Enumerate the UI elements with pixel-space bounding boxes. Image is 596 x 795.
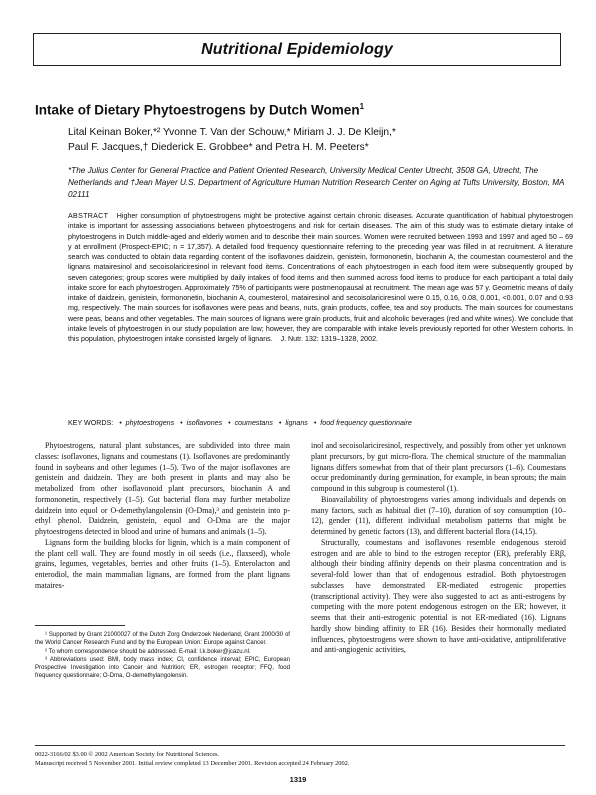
bullet-icon: • xyxy=(119,419,122,427)
abstract-text: Higher consumption of phytoestrogens might be protective against certain chronic diseases. Accurate quantification of habitual phytoestrogen intake is important for assessing associations between phytoestrogens and risk for certain diseases. The aim of this study was to estimate dietary intake of phytoestrogens in Dutch middle-aged and elderly women and to describe their main sources. Women were recruited between 1993 and 1997 and aged 50 – 69 y at enrollment (Prospect-EPIC; n = 17,357). A detailed food frequency questionnaire referring to the preceding year was filled in at recruitment. A literature search was conducted to obtain data regarding content of the isoflavones daidzein, genistein, formononetin, biochanin A, the coumestan coumesterol and the lignans matairesinol and secoisolariciresinol in relevant food items. Concentrations of each phytoestrogen in each food item were subsequently grouped by seven categories; group scores were multiplied by daily intakes of food items and then summed across food items to produce for each participant a total daily intake score for each phytoestrogen. Approximately 75% of participants were postmenopausal at recruitment. The mean age was 57 y. Geometric means of daily intake of daidzein, genistein, formononetin, biochanin A, coumesterol, matairesinol and secoisolariciresinol were 0.15, 0.16, 0.08, 0.001, <0.001, 0.07 and 0.93 mg, respectively. The main sources for isoflavones were peas and beans, nuts, grain products, coffee, tea and soy products. The main sources for coumestans were peas, beans and other vegetables. The main sources of lignans were grain products, fruit and alcoholic beverages (red and white wines). We conclude that intake levels of phytoestrogen in our study population are low; however, they are comparable with intake levels previously reported for other Western cohorts. In this population, phytoestrogen intake consisted largely of lignans. xyxy=(68,212,573,343)
body-paragraph: inol and secoisolariciresinol, respectively, and possibly from other yet unknown plant precursors, by gut micro-flora. The chemical structure of the mammalian lignans differs somewhat from that of their plant precursors (1–6). Coumestans occur predominantly during germination, for example, in bean sprouts; the main compound in this subgroup is coumesterol (1). xyxy=(311,441,566,493)
footnote: ³ Abbreviations used: BMI, body mass index; CI, confidence interval; EPIC, European Prospective Investigation into Cancer and Nutrition; ER, estrogen receptor; FFQ, food frequency questionnaire; O-Dma, O-demethylangolensin. xyxy=(35,656,290,680)
bullet-icon: • xyxy=(278,419,282,427)
body-paragraph: Phytoestrogens, natural plant substances, are subdivided into three main classes: isoflavones, lignans and coumestans (1). Isoflavones are predominantly found in soybeans and other legumes (1–5). Two of the major isoflavones are genistein and daidzein. They are both present in plants and may also be metabolized from other isoflavonoid plant precursors, biochanin A and formononetin, respectively (1–5). Gut bacterial flora may further metabolize daidzein into equol or O-demethylangolensin (O-Dma),³ and genistein into p-ethyl phenol. Daidzein, genistein, equol and O-Dma are the major phytoestrogens detected in blood and urine of humans and animals (1–5). xyxy=(35,441,290,536)
keywords xyxy=(68,418,573,428)
body-paragraph: Lignans form the building blocks for lignin, which is a main component of the plant cell wall. They are found mostly in oil seeds (i.e., flaxseed), whole grains, legumes, vegetables, berries and other fruits (1–5). Enterolacton and enterodiol, the main mammalian lignans, are formed from the plant lignans mataires- xyxy=(35,537,290,590)
page-number: 1319 xyxy=(289,775,307,784)
article-title-text: Intake of Dietary Phytoestrogens by Dutch Women xyxy=(35,102,360,118)
footnote: ¹ Supported by Grant 21000027 of the Dutch Zorg Onderzoek Nederland, Grant 2000/30 of the World Cancer Research Fund and by the European Union: Europe against Cancer. xyxy=(35,632,290,647)
bullet-icon: • xyxy=(228,419,231,427)
author-list xyxy=(68,126,568,155)
body-paragraph: Structurally, coumestans and isoflavones resemble endogenous steroid estrogen and are able to bind to the estrogen receptor (ER), preferably ERβ, although their binding affinity depends on their plasma concentration and is several-fold lower than that of endogenous estradiol. Both phytoestrogen subclasses have demonstrated ER-mediated estrogenic properties (transcriptional activity). They were also suggested to act as anti-estrogens by competing with the more potent endogenous estrogen on the ER; however, it seems that their anti-estrogenic potential is not ER-mediated (16). Lignans hardly show binding affinity to ER (16). Besides their hormonally mediated influences, phytoestrogens were shown to have anti-oxidative, antiproliferative and anti-angiogenic activities, xyxy=(311,537,566,655)
keyword: phytoestrogens xyxy=(125,419,175,427)
abstract xyxy=(68,211,573,344)
authors-line-2: Paul F. Jacques,† Diederick E. Grobbee* and Petra H. M. Peeters* xyxy=(68,141,369,153)
copyright-line: 0022-3166/02 $3.00 © 2002 American Society for Nutritional Sciences. xyxy=(35,751,220,758)
abstract-citation: J. Nutr. 132: 1319–1328, 2002. xyxy=(280,335,378,343)
authors-line-1: Lital Keinan Boker,*² Yvonne T. Van der Schouw,* Miriam J. J. De Kleijn,* xyxy=(68,127,396,138)
keywords-list xyxy=(115,419,412,427)
section-header-box xyxy=(33,33,561,66)
footnote: ² To whom correspondence should be addressed. E-mail: l.k.boker@jcazu.nl. xyxy=(45,648,251,655)
footnotes xyxy=(35,631,290,681)
manuscript-history: Manuscript received 5 November 2001. Initial review completed 13 December 2001. Revision accepted 24 February 2002. xyxy=(35,759,350,767)
body-column-left xyxy=(35,441,290,592)
title-footnote-marker: 1 xyxy=(359,102,365,111)
section-title: Nutritional Epidemiology xyxy=(201,40,393,58)
copyright-block xyxy=(35,751,565,768)
body-column-right xyxy=(311,441,566,656)
article-title xyxy=(35,102,565,118)
bottom-divider xyxy=(35,745,565,746)
affiliations: *The Julius Center for General Practice and Patient Oriented Research, University Medical Center Utrecht, 3508 GA, Utrecht, The Netherlands and †Jean Mayer U.S. Department of Agriculture Human Nutrition Research Center on Aging at Tufts University, Boston, MA 02111 xyxy=(68,166,565,200)
keywords-label: KEY WORDS: xyxy=(68,419,114,427)
keyword: coumestans xyxy=(234,419,273,427)
keyword: isoflavones xyxy=(186,419,223,427)
abstract-label: ABSTRACT xyxy=(68,212,109,220)
keyword: lignans xyxy=(285,419,308,427)
bullet-icon: • xyxy=(313,419,317,427)
footnote-divider xyxy=(35,625,125,626)
body-paragraph: Bioavailability of phytoestrogens varies among individuals and depends on many factors, such as habitual diet (7–10), duration of soy consumption (10–12), gender (11), different individual metabolism patterns that might be determined by genetic factors (13), and different bacterial flora (14,15). xyxy=(311,494,566,536)
keyword: food frequency questionnaire xyxy=(320,419,412,427)
bullet-icon: • xyxy=(180,419,183,427)
